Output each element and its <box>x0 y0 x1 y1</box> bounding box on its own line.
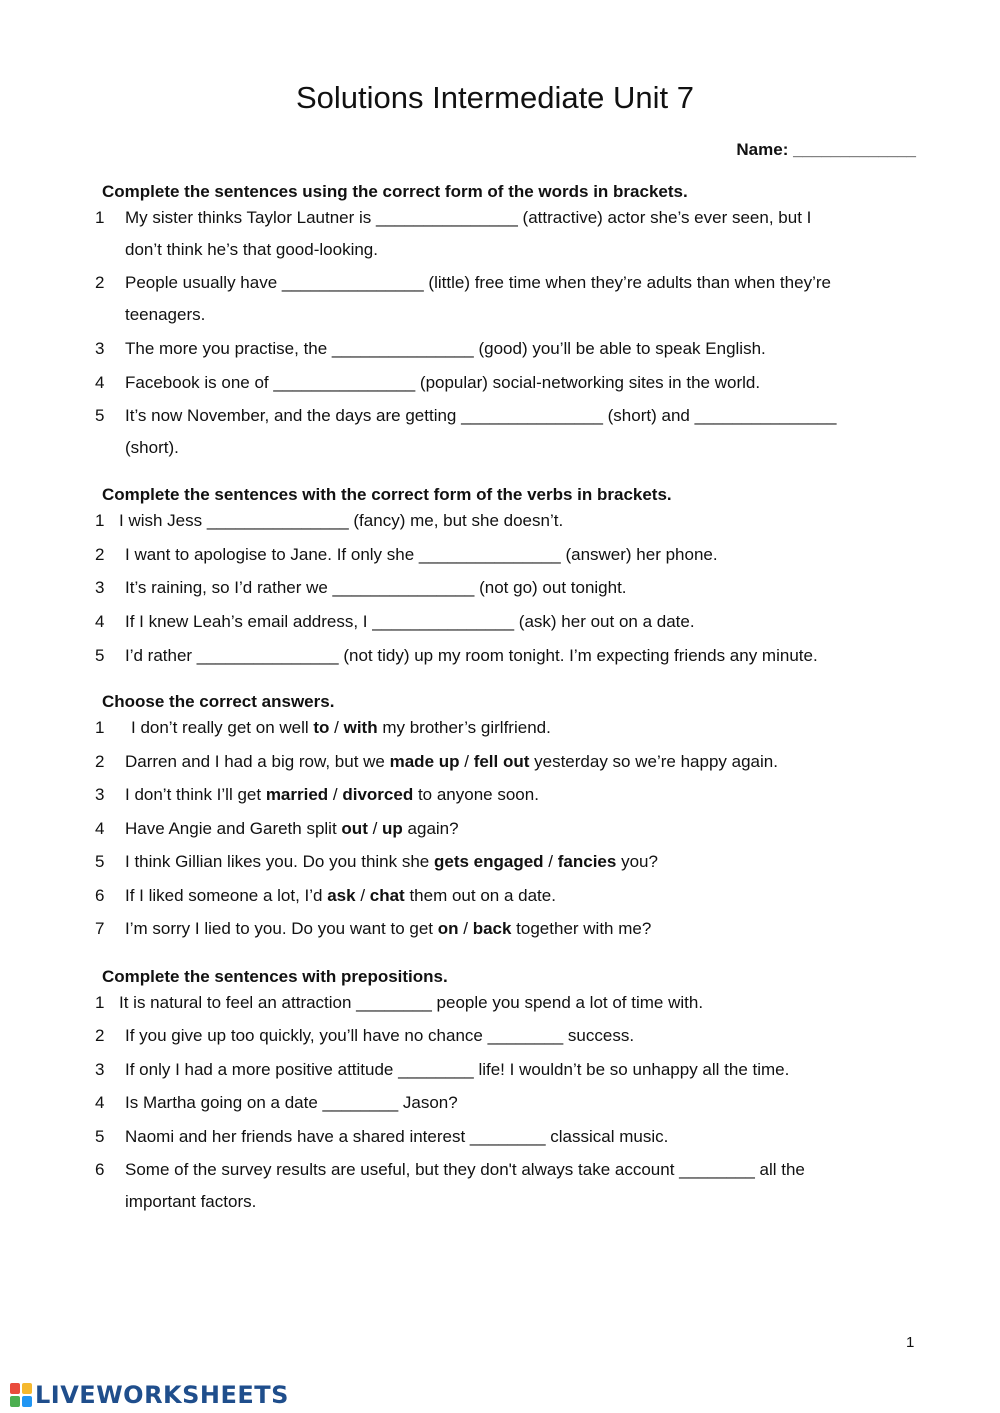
sentence-end: together with me? <box>511 919 652 938</box>
question-number: 3 <box>95 339 105 358</box>
answer-option-1[interactable]: married <box>265 785 329 804</box>
question-text: I want to apologise to Jane. If only she _______________ (answer) her phone. <box>125 545 718 564</box>
question-text <box>125 813 915 845</box>
sentence-end: to anyone soon. <box>413 785 539 804</box>
answer-option-2[interactable]: with <box>343 718 378 737</box>
logo-square-icon <box>10 1383 20 1394</box>
question-number: 6 <box>95 886 105 905</box>
question-text: (short). <box>125 438 179 457</box>
question-text: teenagers. <box>125 305 206 324</box>
question-text <box>125 913 915 945</box>
logo-mark-icon <box>10 1383 32 1407</box>
question-number: 5 <box>95 852 105 871</box>
section-heading: Choose the correct answers. <box>102 692 335 711</box>
page-number: 1 <box>906 1334 915 1351</box>
question-text: My sister thinks Taylor Lautner is _______________ (attractive) actor she’s ever seen, but I <box>125 208 812 227</box>
question-number: 2 <box>95 545 105 564</box>
question-text: Facebook is one of _______________ (popular) social-networking sites in the world. <box>125 373 761 392</box>
question-number: 4 <box>95 819 105 838</box>
option-separator: / <box>328 785 343 804</box>
question-text <box>125 746 915 778</box>
sentence-start: Darren and I had a big row, but we <box>125 752 390 771</box>
question-number: 1 <box>95 993 105 1012</box>
page-title: Solutions Intermediate Unit 7 <box>295 80 695 115</box>
sentence-start: If I liked someone a lot, I’d <box>125 886 328 905</box>
question-number: 3 <box>95 785 105 804</box>
question-number: 2 <box>95 1026 105 1045</box>
option-separator: / <box>355 886 370 905</box>
answer-option-2[interactable]: fell out <box>473 752 530 771</box>
liveworksheets-logo[interactable] <box>10 1380 289 1410</box>
question-text: Some of the survey results are useful, but they don't always take account ________ all the <box>125 1160 805 1179</box>
section-heading: Complete the sentences with the correct form of the verbs in brackets. <box>102 485 672 504</box>
option-separator: / <box>458 919 473 938</box>
question-number: 2 <box>95 273 105 292</box>
question-text <box>125 846 915 878</box>
question-text: It’s raining, so I’d rather we _______________ (not go) out tonight. <box>125 578 627 597</box>
sentence-start: I don’t really get on well <box>131 718 314 737</box>
question-text: If you give up too quickly, you’ll have no chance ________ success. <box>125 1026 635 1045</box>
question-number: 2 <box>95 752 105 771</box>
answer-option-2[interactable]: up <box>382 819 403 838</box>
question-number: 3 <box>95 578 105 597</box>
sentence-end: my brother’s girlfriend. <box>377 718 551 737</box>
question-text: It’s now November, and the days are getting _______________ (short) and _______________ <box>125 406 837 425</box>
answer-option-1[interactable]: on <box>437 919 459 938</box>
question-number: 3 <box>95 1060 105 1079</box>
answer-option-2[interactable]: back <box>472 919 512 938</box>
question-text: I wish Jess _______________ (fancy) me, but she doesn’t. <box>119 511 564 530</box>
sentence-end: yesterday so we’re happy again. <box>529 752 778 771</box>
logo-square-icon <box>22 1383 32 1394</box>
question-number: 5 <box>95 646 105 665</box>
question-text: I’d rather _______________ (not tidy) up my room tonight. I’m expecting friends any minute. <box>125 646 818 665</box>
question-number: 4 <box>95 612 105 631</box>
question-text: don’t think he’s that good-looking. <box>125 240 378 259</box>
answer-option-2[interactable]: divorced <box>342 785 414 804</box>
sentence-end: again? <box>402 819 459 838</box>
answer-option-2[interactable]: fancies <box>557 852 617 871</box>
question-number: 1 <box>95 718 105 737</box>
question-text <box>125 779 915 811</box>
sentence-end: you? <box>616 852 658 871</box>
question-text <box>131 712 921 744</box>
option-separator: / <box>329 718 344 737</box>
question-text: It is natural to feel an attraction ________ people you spend a lot of time with. <box>119 993 704 1012</box>
answer-option-1[interactable]: to <box>313 718 330 737</box>
question-text: The more you practise, the _______________ (good) you’ll be able to speak English. <box>125 339 766 358</box>
sentence-start: I don’t think I’ll get <box>125 785 266 804</box>
logo-square-icon <box>22 1396 32 1407</box>
answer-option-1[interactable]: ask <box>327 886 356 905</box>
option-separator: / <box>543 852 558 871</box>
sentence-end: them out on a date. <box>404 886 556 905</box>
question-text <box>125 880 915 912</box>
answer-option-1[interactable]: out <box>341 819 368 838</box>
option-separator: / <box>459 752 474 771</box>
section-heading: Complete the sentences using the correct form of the words in brackets. <box>102 182 688 201</box>
question-number: 1 <box>95 208 105 227</box>
question-number: 6 <box>95 1160 105 1179</box>
question-number: 7 <box>95 919 105 938</box>
question-number: 5 <box>95 1127 105 1146</box>
answer-option-1[interactable]: made up <box>389 752 460 771</box>
question-text: People usually have _______________ (little) free time when they’re adults than when they’re <box>125 273 831 292</box>
section-heading: Complete the sentences with prepositions. <box>102 967 448 986</box>
logo-text: LIVEWORKSHEETS <box>35 1381 289 1409</box>
question-text: If I knew Leah’s email address, I _______________ (ask) her out on a date. <box>125 612 695 631</box>
logo-square-icon <box>10 1396 20 1407</box>
question-text: important factors. <box>125 1192 257 1211</box>
question-text: Is Martha going on a date ________ Jason? <box>125 1093 458 1112</box>
option-separator: / <box>367 819 383 838</box>
question-number: 1 <box>95 511 105 530</box>
question-text: If only I had a more positive attitude ________ life! I wouldn’t be so unhappy all the time. <box>125 1060 790 1079</box>
sentence-start: Have Angie and Gareth split <box>125 819 342 838</box>
sentence-start: I think Gillian likes you. Do you think she <box>125 852 434 871</box>
answer-option-1[interactable]: gets engaged <box>433 852 544 871</box>
name-field[interactable]: Name: _____________ <box>736 140 916 159</box>
question-number: 4 <box>95 1093 105 1112</box>
question-number: 4 <box>95 373 105 392</box>
sentence-start: I’m sorry I lied to you. Do you want to get <box>125 919 438 938</box>
question-number: 5 <box>95 406 105 425</box>
question-text: Naomi and her friends have a shared interest ________ classical music. <box>125 1127 669 1146</box>
answer-option-2[interactable]: chat <box>369 886 405 905</box>
